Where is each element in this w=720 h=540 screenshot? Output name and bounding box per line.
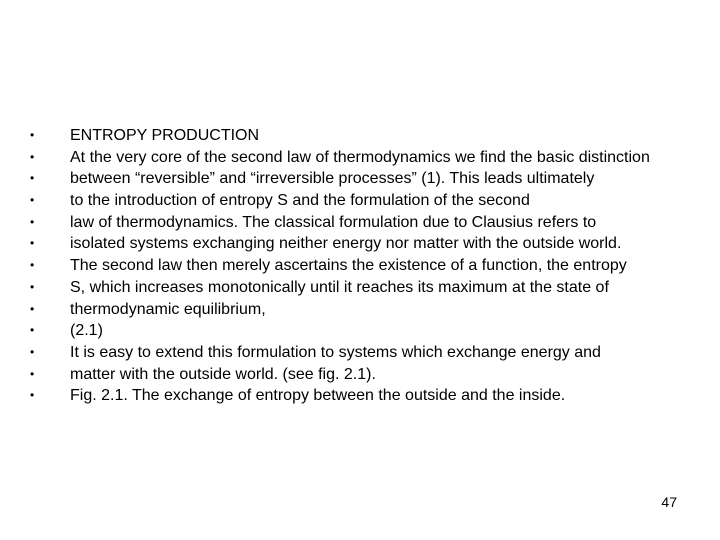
bullet-icon: • (30, 171, 35, 186)
bullet-text: matter with the outside world. (see fig. 2.1). (70, 365, 376, 383)
bullet-text: (2.1) (70, 322, 103, 340)
bullet-icon: • (30, 193, 35, 208)
bullet-icon: • (30, 344, 35, 359)
bullet-item (28, 257, 688, 275)
bullet-item (28, 322, 688, 340)
bullet-icon: • (30, 301, 35, 316)
bullet-text: The second law then merely ascertains the existence of a function, the entropy (70, 257, 627, 275)
bullet-text: S, which increases monotonically until it reaches its maximum at the state of (70, 278, 609, 296)
bullet-text: to the introduction of entropy S and the formulation of the second (70, 192, 530, 210)
bullet-icon: • (30, 128, 35, 142)
bullet-item (28, 387, 688, 405)
bullet-list (28, 127, 688, 409)
bullet-icon: • (30, 258, 35, 273)
bullet-text: It is easy to extend this formulation to systems which exchange energy and (70, 343, 601, 361)
bullet-icon: • (30, 279, 35, 294)
bullet-icon: • (30, 214, 35, 229)
bullet-item (28, 279, 688, 297)
bullet-icon: • (30, 388, 35, 403)
bullet-item (28, 149, 688, 167)
page-number: 47 (661, 494, 677, 510)
bullet-icon: • (30, 236, 35, 251)
bullet-item (28, 235, 688, 253)
bullet-item (28, 170, 688, 188)
bullet-text: thermodynamic equilibrium, (70, 300, 266, 318)
bullet-item (28, 366, 688, 384)
bullet-text: isolated systems exchanging neither energy nor matter with the outside world. (70, 235, 622, 253)
bullet-text: law of thermodynamics. The classical formulation due to Clausius refers to (70, 213, 597, 231)
bullet-icon: • (30, 149, 35, 164)
bullet-text: ENTROPY PRODUCTION (70, 127, 260, 144)
bullet-icon: • (30, 366, 35, 381)
bullet-icon: • (30, 323, 35, 338)
bullet-item (28, 214, 688, 232)
bullet-text: Fig. 2.1. The exchange of entropy between the outside and the inside. (70, 387, 566, 405)
bullet-text: At the very core of the second law of thermodynamics we find the basic distinction (70, 148, 650, 166)
bullet-item (28, 344, 688, 362)
bullet-item (28, 192, 688, 210)
bullet-item (28, 301, 688, 319)
bullet-text: between “reversible” and “irreversible processes” (1). This leads ultimately (70, 170, 595, 188)
bullet-item (28, 127, 688, 145)
